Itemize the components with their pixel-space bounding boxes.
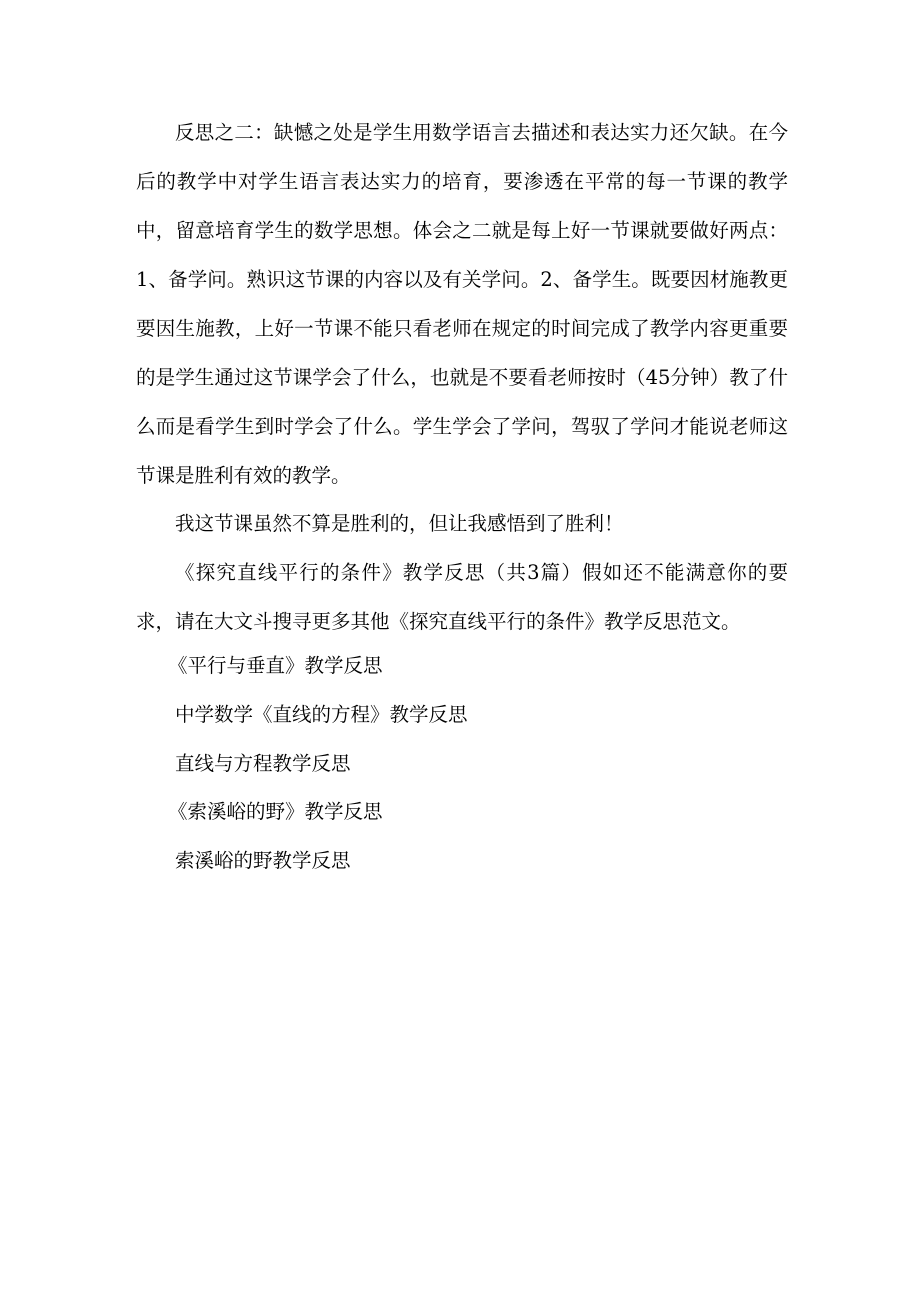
related-link-4[interactable]: 《索溪峪的野》教学反思 xyxy=(168,800,383,823)
related-link-3[interactable]: 直线与方程教学反思 xyxy=(175,752,351,775)
related-link-1[interactable]: 《平行与垂直》教学反思 xyxy=(168,654,383,677)
related-link-2[interactable]: 中学数学《直线的方程》教学反思 xyxy=(175,703,468,726)
paragraph-conclusion: 我这节课虽然不算是胜利的，但让我感悟到了胜利！ xyxy=(175,512,624,535)
related-link-5[interactable]: 索溪峪的野教学反思 xyxy=(175,849,351,872)
paragraph-reflection-two: 反思之二：缺憾之处是学生用数学语言去描述和表达实力还欠缺。在今后的教学中对学生语言表达实力的培育，要渗透在平常的每一节课的教学中，留意培育学生的数学思想。体会之二就是每上好一节课就要做好两点：1、备学问。熟识这节课的内容以及有关学问。2、备学生。既要因材施教更要因生施教，上好一节课不能只看老师在规定的时间完成了教学内容更重要的是学生通过这节课学会了什么，也就是不要看老师按时（45分钟）教了什么而是看学生到时学会了什么。学生学会了学问，驾驭了学问才能说老师这节课是胜利有效的教学。 xyxy=(136,121,788,487)
paragraph-search-hint: 《探究直线平行的条件》教学反思（共3篇）假如还不能满意你的要求，请在大文斗搜寻更多其他《探究直线平行的条件》教学反思范文。 xyxy=(136,561,788,633)
